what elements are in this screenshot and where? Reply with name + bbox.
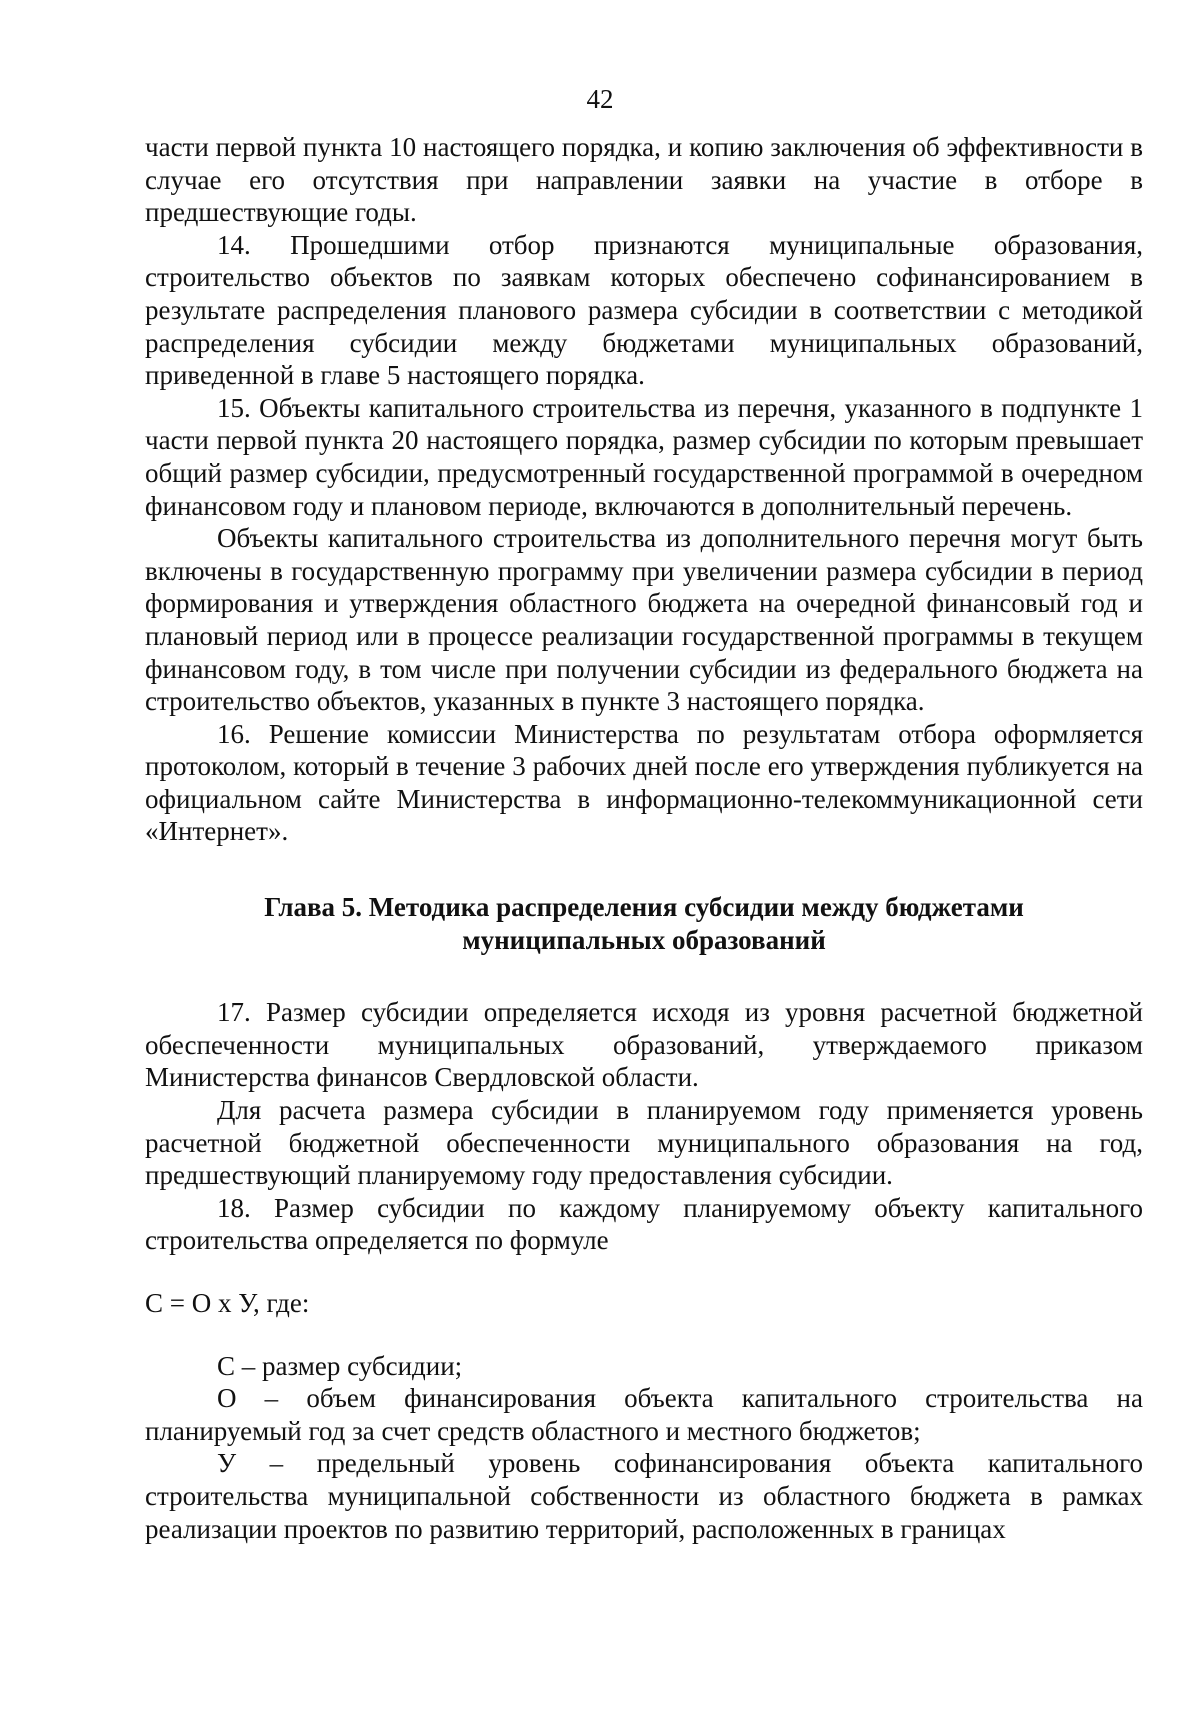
chapter-heading-line-1: Глава 5. Методика распределения субсидии между бюджетами <box>264 892 1024 923</box>
paragraph-18: 18. Размер субсидии по каждому планируемому объекту капитального строительства определяется по формуле <box>145 1192 1143 1256</box>
document-body <box>145 131 1143 1545</box>
chapter-heading <box>145 891 1143 956</box>
paragraph-15: 15. Объекты капитального строительства из перечня, указанного в подпункте 1 части первой пункта 20 настоящего порядка, размер субсидии по которым превышает общий размер субсидии, предусмотренный государственной программой в очередном финансовом году и плановом периоде, включаются в дополнительный перечень. <box>145 392 1143 521</box>
chapter-heading-line-2: муниципальных образований <box>462 924 826 955</box>
paragraph-14: 14. Прошедшими отбор признаются муниципальные образования, строительство объектов по заявкам которых обеспечено софинансированием в результате распределения планового размера субсидии в соответствии с методикой распределения субсидии между бюджетами муниципальных образований, приведенной в главе 5 настоящего порядка. <box>145 229 1143 391</box>
page-number: 42 <box>586 84 614 114</box>
paragraph-17-level: Для расчета размера субсидии в планируемом году применяется уровень расчетной бюджетной обеспеченности муниципального образования на год, предшествующий планируемому году предоставления субсидии. <box>145 1095 1143 1191</box>
paragraph-continuation: части первой пункта 10 настоящего порядка, и копию заключения об эффективности в случае его отсутствия при направлении заявки на участие в отборе в предшествующие годы. <box>145 132 1143 228</box>
paragraph-15-additional: Объекты капитального строительства из дополнительного перечня могут быть включены в государственную программу при увеличении размера субсидии в период формирования и утверждения областного бюджета на очередной финансовый год и плановый период или в процессе реализации государственной программы в текущем финансовом году, в том числе при получении субсидии из федерального бюджета на строительство объектов, указанных в пункте 3 настоящего порядка. <box>145 523 1143 717</box>
definition-o: О – объем финансирования объекта капитального строительства на планируемый год за счет средств областного и местного бюджетов; <box>145 1383 1143 1446</box>
definition-u: У – предельный уровень софинансирования объекта капитального строительства муниципальной собственности из областного бюджета в рамках реализации проектов по развитию территорий, расположенных в границах <box>145 1448 1143 1544</box>
paragraph-16: 16. Решение комиссии Министерства по результатам отбора оформляется протоколом, который в течение 3 рабочих дней после его утверждения публикуется на официальном сайте Министерства в информационно-телекоммуникационной сети «Интернет». <box>145 718 1143 847</box>
subsidy-formula: С = О х У, где: <box>145 1288 310 1318</box>
definition-c: С – размер субсидии; <box>217 1350 463 1381</box>
paragraph-17: 17. Размер субсидии определяется исходя из уровня расчетной бюджетной обеспеченности муниципальных образований, утверждаемого приказом Министерства финансов Свердловской области. <box>145 997 1143 1093</box>
